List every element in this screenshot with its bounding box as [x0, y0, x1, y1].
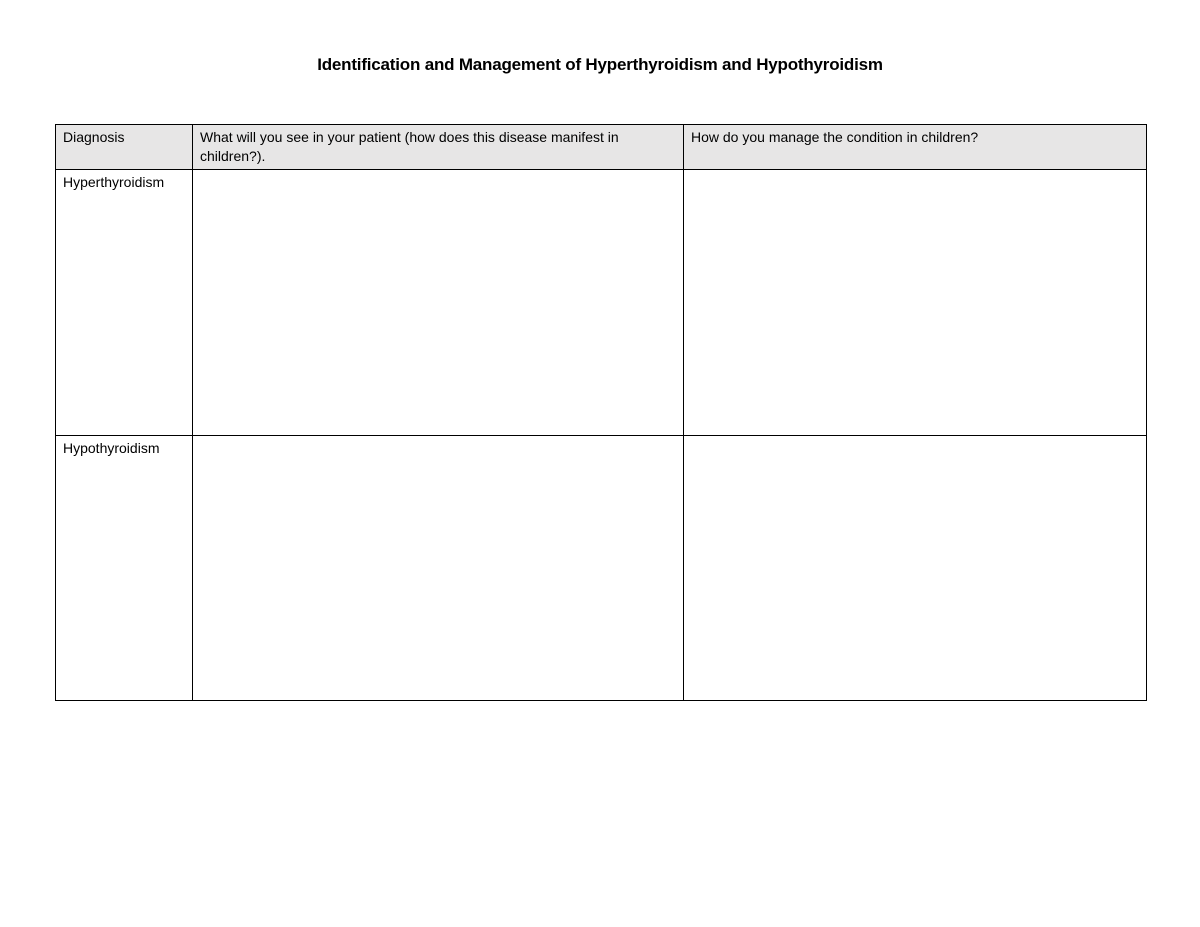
management-cell-hypothyroidism[interactable] [684, 436, 1147, 701]
header-management: How do you manage the condition in children? [684, 125, 1147, 170]
management-cell-hyperthyroidism[interactable] [684, 170, 1147, 436]
diagnosis-cell-hyperthyroidism: Hyperthyroidism [56, 170, 193, 436]
worksheet-table [55, 124, 1147, 701]
diagnosis-cell-hypothyroidism: Hypothyroidism [56, 436, 193, 701]
table-row [56, 436, 1147, 701]
table-row [56, 170, 1147, 436]
page-title: Identification and Management of Hyperthyroidism and Hypothyroidism [317, 55, 883, 74]
header-manifestation: What will you see in your patient (how does this disease manifest in children?). [193, 125, 684, 170]
manifestation-cell-hypothyroidism[interactable] [193, 436, 684, 701]
table-header-row [56, 125, 1147, 170]
manifestation-cell-hyperthyroidism[interactable] [193, 170, 684, 436]
header-diagnosis: Diagnosis [56, 125, 193, 170]
